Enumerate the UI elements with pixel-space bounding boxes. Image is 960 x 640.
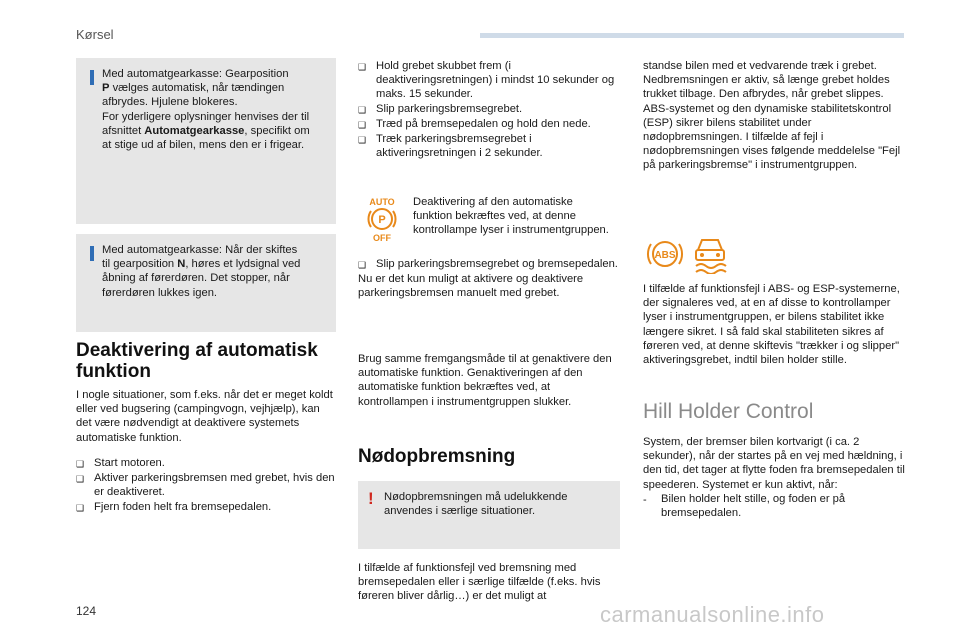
svg-text:P: P [378, 214, 386, 226]
section-title: Kørsel [76, 27, 114, 42]
deactivation-intro: I nogle situationer, som f.eks. når det er meget koldt eller ved bugsering (campingvogn, vejhjælp), kan det være nødvendigt at deaktivere systemets automatiske funktion. [76, 389, 333, 444]
auto-park-off-icon [362, 196, 402, 242]
dash-bullet: - [643, 493, 647, 506]
note1-gear-p: P [102, 82, 110, 95]
list-item: ❑ Hold grebet skubbet frem (i deaktiveringsretningen) i mindst 10 sekunder og maks. 15 sekunder. [358, 60, 615, 101]
manual-only-note: Nu er det kun muligt at aktivere og deaktivere parkeringsbremsen manuelt med grebet. [358, 273, 584, 300]
abs-icon-label: ABS [654, 250, 676, 261]
icon-off-label: OFF [373, 233, 391, 242]
emergency-text-continued: standse bilen med et vedvarende træk i grebet. Nedbremsningen er aktiv, så længe grebet holdes trukket tilbage. Den afbrydes, når grebet slippes. ABS-systemet og den dynamiske stabilitetskontrol (ESP) sikrer bilens stabilitet under nødopbremsningen. I tilfælde af fejl i nødopbremsningen vises følgende meddelelse "Fejl på parkeringsbremse" i instrumentgruppen. [643, 60, 901, 172]
bullet-icon: ❑ [358, 104, 367, 115]
heading-deactivation: Deaktivering af automatisk funktion [76, 340, 318, 382]
warning-note-emergency: ! Nødopbremsningen må udelukkende anvendes i særlige situationer. [358, 481, 620, 549]
list-item: ❑ Fjern foden helt fra bremsepedalen. [76, 500, 338, 515]
bullet-icon: ❑ [76, 502, 85, 513]
bullet-icon: ❑ [358, 119, 367, 130]
list-item: ❑ Træk parkeringsbremsegrebet i aktiveringsretningen i 2 sekunder. [358, 133, 543, 160]
deactivation-steps [76, 456, 338, 515]
icon-auto-label: AUTO [369, 197, 395, 207]
abs-esp-fault-text: I tilfælde af funktionsfejl i ABS- og ESP-systemerne, der signaleres ved, at en af disse to kontrollamper lyser i instrumentgruppen, er bilens stabilitet ikke længere sikret. I så fald skal stabiliteten sikres af føreren ved, at denne skiftevis "trækker i og slipper" aktiveringsgrebet, indtil bilen holder stille. [643, 283, 900, 367]
emergency-text: I tilfælde af funktionsfejl ved bremsning med bremsepedalen eller i særlige tilfælde (f.eks. hvis føreren bliver dårlig…) er det muligt at [358, 562, 601, 603]
hill-holder-description: System, der bremser bilen kortvarigt (i ca. 2 sekunder), når der startes på en vej med hældning, i den tid, det tager at flytte foden fra bremsepedalen til speederen. Systemet er kun aktivt, når: [643, 436, 905, 491]
reactivation-text: Brug samme fremgangsmåde til at genaktivere den automatiske funktion. Genaktiveringen af den automatiske funktion bekræftes ved, at kontrollampen i instrumentgruppen slukker. [358, 353, 612, 408]
note1-line1: Med automatgearkasse: Gearposition [102, 68, 289, 80]
heading-emergency-braking: Nødopbremsning [358, 446, 516, 467]
info-note-park: Med automatgearkasse: Gearposition P vælges automatisk, når tændingen afbrydes. Hjulene blokeres. For yderligere oplysninger henvises der til afsnittet Automatgearkasse, specifikt om at stige ud af bilen, mens den er i frigear. [76, 58, 336, 224]
list-item: ❑ Start motoren. [76, 456, 338, 471]
abs-warning-icon [645, 236, 685, 272]
watermark: carmanualsonline.info [600, 602, 825, 627]
heading-hill-holder: Hill Holder Control [643, 400, 814, 423]
list-item: ❑ Aktiver parkeringsbremsen med grebet, hvis den er deaktiveret. [76, 472, 335, 499]
note1-link-automatgearkasse: Automatgearkasse [144, 124, 245, 137]
bullet-icon: ❑ [76, 459, 85, 469]
info-note-neutral: Med automatgearkasse: Når der skiftes til gearposition N, høres et lydsignal ved åbning af førerdøren. Det stopper, når førerdøren lukkes igen. [76, 234, 336, 332]
list-item: ❑ Slip parkeringsbremsegrebet og bremsepedalen. [358, 257, 620, 272]
info-bar-icon [90, 246, 94, 261]
deactivation-steps-continued [358, 59, 620, 160]
note2-gear-n: N [177, 258, 186, 271]
esp-stability-icon [690, 232, 730, 274]
list-item: ❑ Slip parkeringsbremsegrebet. [358, 102, 620, 117]
auto-off-explanation: Deaktivering af den automatiske funktion bekræftes ved, at denne kontrollampe lyser i instrumentgruppen. [413, 196, 609, 237]
bullet-icon: ❑ [358, 135, 367, 146]
page-number: 124 [76, 604, 97, 618]
list-item: ❑ Træd på bremsepedalen og hold den nede. [358, 117, 620, 132]
warning-icon: ! [368, 489, 374, 508]
info-bar-icon [90, 70, 94, 85]
bullet-icon: ❑ [358, 62, 367, 72]
bullet-icon: ❑ [76, 474, 85, 485]
list-item: - Bilen holder helt stille, og foden er på bremsepedalen. [643, 492, 846, 520]
header-rule [480, 33, 904, 38]
bullet-icon: ❑ [358, 260, 367, 270]
